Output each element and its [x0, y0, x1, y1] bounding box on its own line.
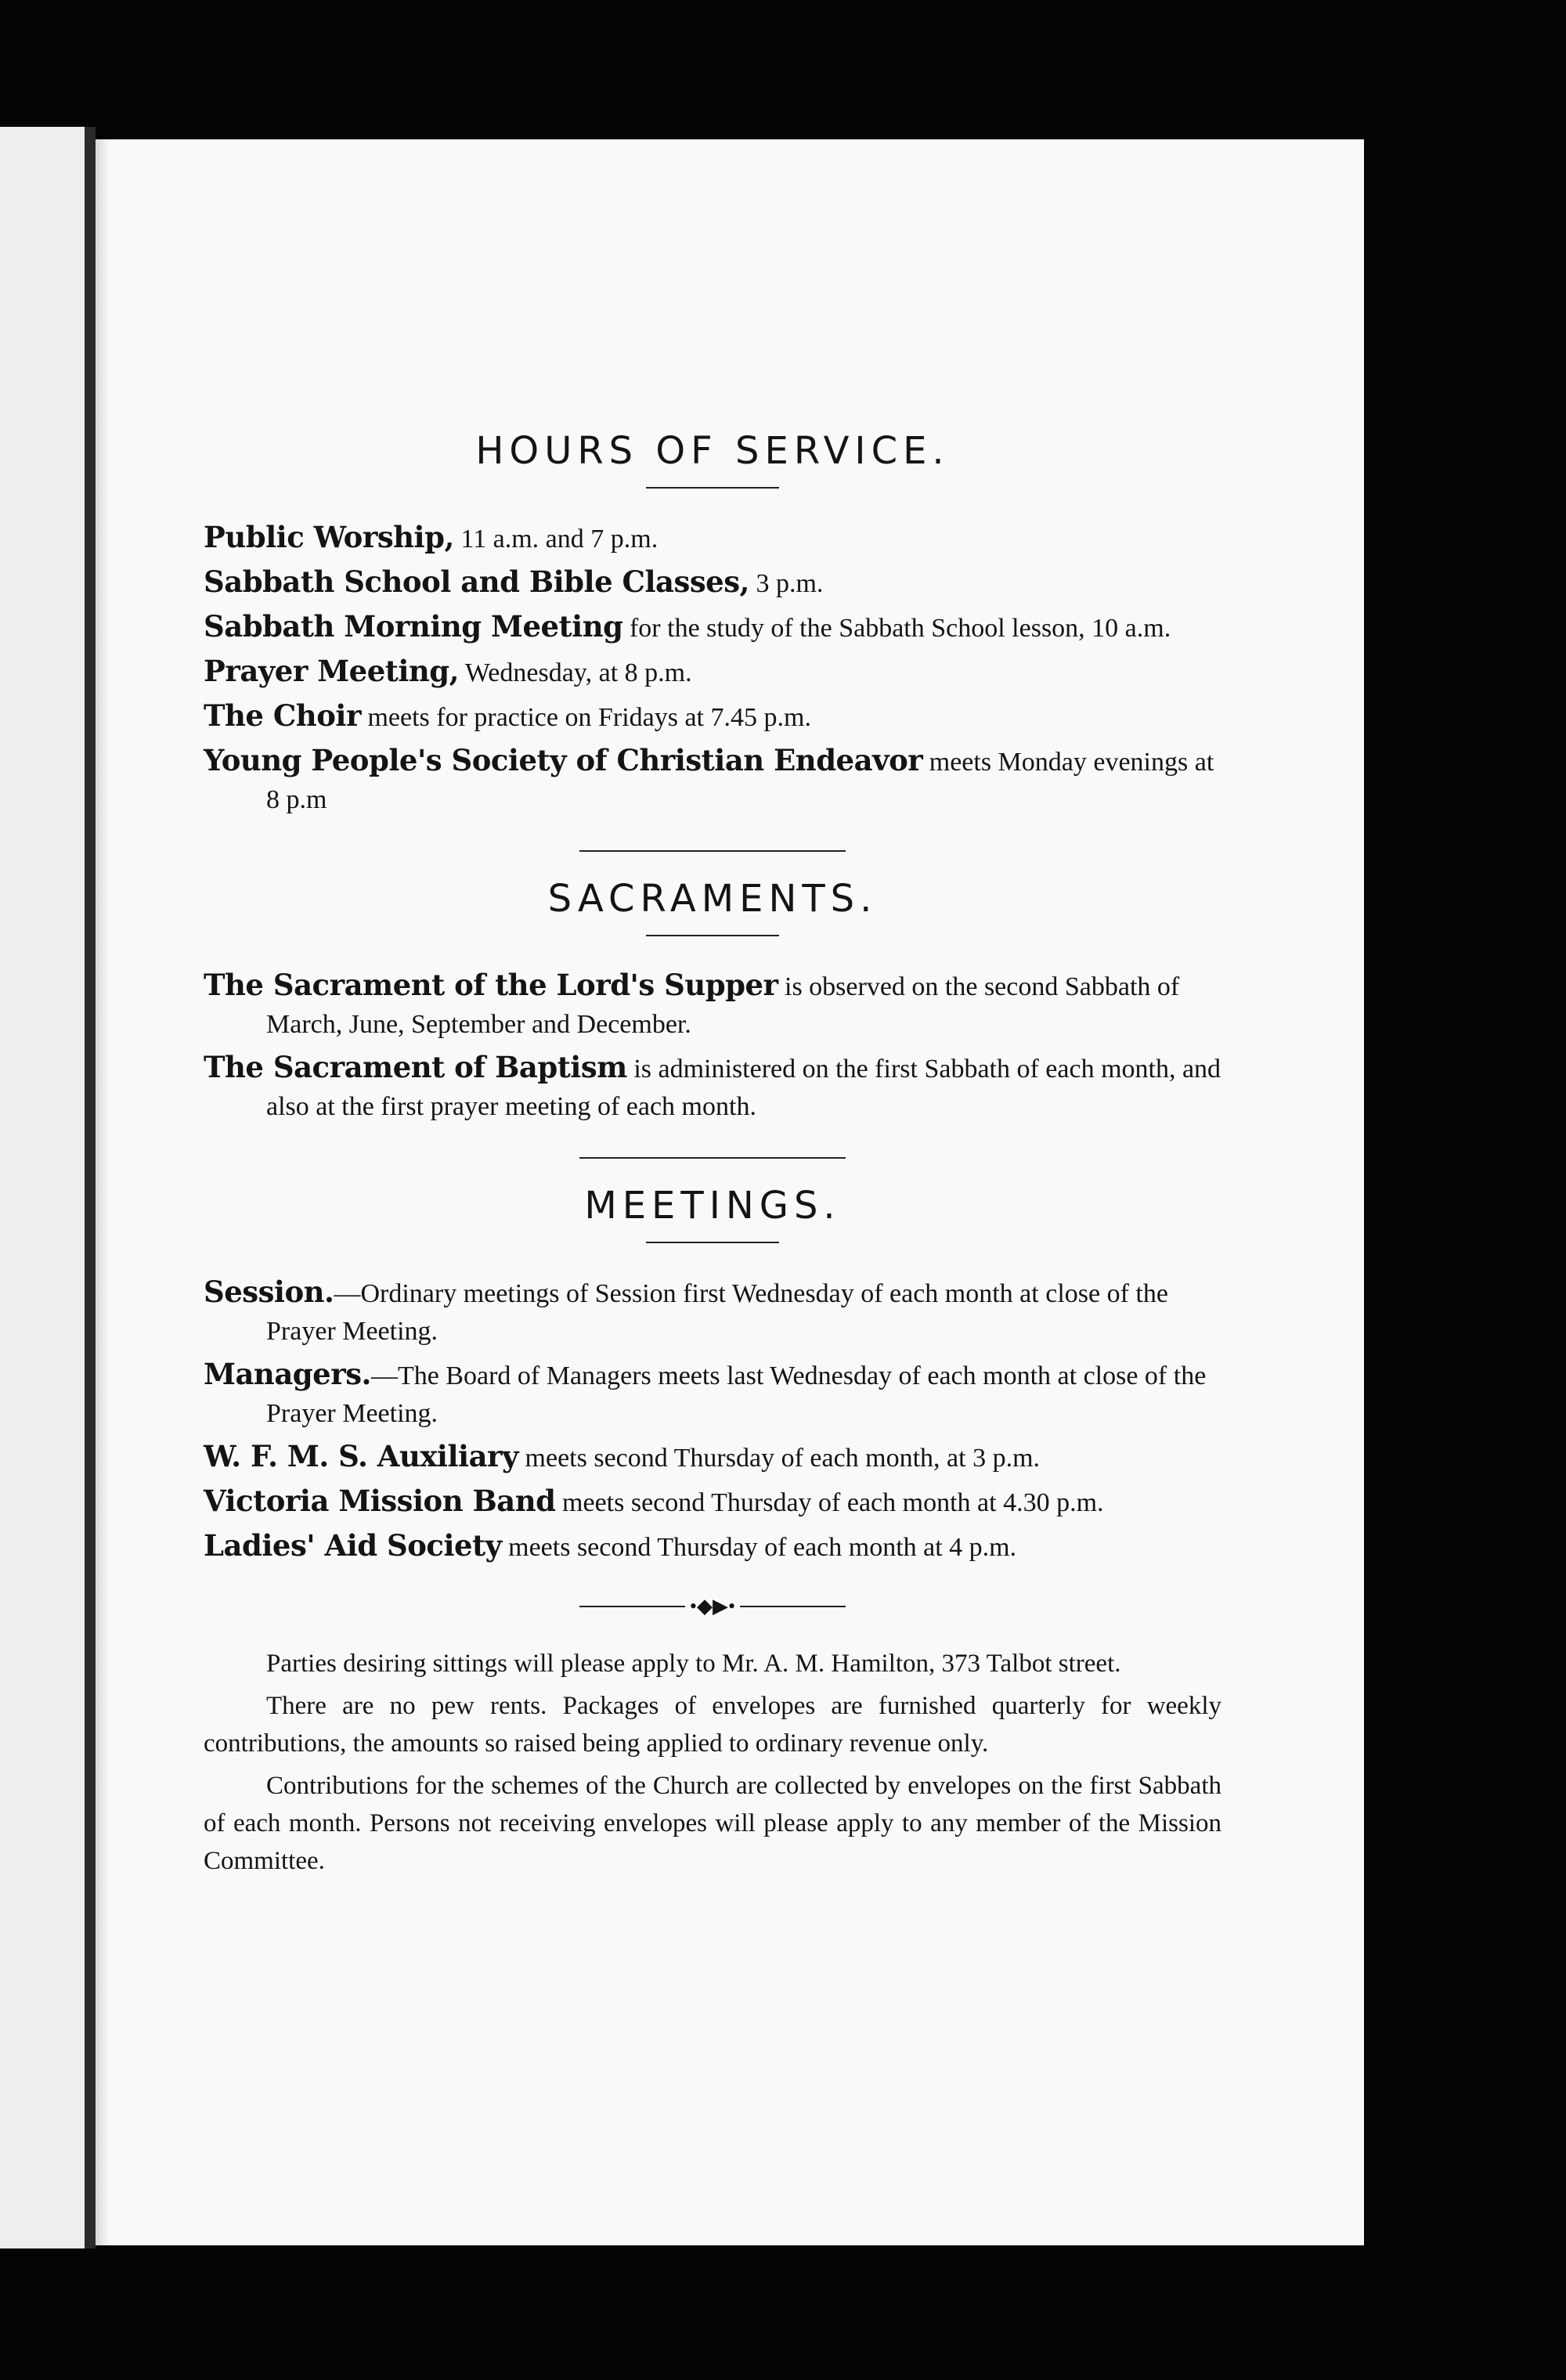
entry-text: is observed on the second Sabbath of March, June, September and December.: [266, 972, 1180, 1039]
service-entry: [204, 518, 1221, 558]
notes: [204, 1645, 1221, 1880]
meetings-heading: MEETINGS.: [584, 1184, 841, 1228]
entry-term: Sabbath School and Bible Classes,: [204, 564, 749, 599]
sacrament-entry: [204, 1048, 1221, 1126]
note-paragraph: Parties desiring sittings will please apply to Mr. A. M. Hamilton, 373 Talbot street.: [266, 1650, 1121, 1678]
entry-text: meets for practice on Fridays at 7.45 p.m.: [360, 703, 811, 732]
heading-rule: [646, 935, 779, 936]
meeting-entry: [204, 1437, 1221, 1477]
entry-term: Public Worship,: [204, 520, 454, 554]
meeting-entry: [204, 1527, 1221, 1567]
facing-page-edge: [0, 127, 85, 2248]
entry-term: Victoria Mission Band: [204, 1484, 556, 1518]
service-entry: [204, 652, 1221, 692]
sacrament-entry: [204, 966, 1221, 1044]
entry-term: The Sacrament of Baptism: [204, 1050, 627, 1084]
heading-rule: [646, 1242, 779, 1243]
ornamental-divider: [579, 1595, 846, 1618]
service-entry: [204, 563, 1221, 603]
entry-term: Session.: [204, 1275, 334, 1309]
meeting-entry: [204, 1355, 1221, 1433]
section-divider: [579, 850, 846, 852]
service-entry: [204, 741, 1221, 819]
meetings-list: [204, 1273, 1221, 1567]
ornament-line-left: [579, 1606, 685, 1607]
note-paragraph: There are no pew rents. Packages of envelopes are furnished quarterly for weekly contributions, the amounts so raised being applied to ordinary revenue only.: [204, 1692, 1221, 1758]
entry-term: Sabbath Morning Meeting: [204, 609, 623, 644]
entry-text: —The Board of Managers meets last Wednesday of each month at close of the Prayer Meeting.: [266, 1361, 1207, 1428]
hours-of-service-list: [204, 518, 1221, 819]
entry-term: Prayer Meeting,: [204, 654, 460, 688]
entry-text: is administered on the first Sabbath of each month, and also at the first prayer meeting of each month.: [266, 1055, 1221, 1121]
service-entry: [204, 608, 1221, 647]
entry-text: —Ordinary meetings of Session first Wednesday of each month at close of the Prayer Meeting.: [266, 1279, 1168, 1346]
ornament-line-right: [740, 1606, 846, 1607]
meeting-entry: [204, 1482, 1221, 1522]
entry-text: 11 a.m. and 7 p.m.: [453, 525, 659, 554]
entry-term: Young People's Society of Christian Endeavor: [204, 743, 923, 777]
entry-term: Managers.: [204, 1357, 371, 1391]
entry-term: The Sacrament of the Lord's Supper: [204, 968, 778, 1002]
entry-text: 3 p.m.: [749, 569, 824, 598]
sacraments-list: [204, 966, 1221, 1126]
entry-text: meets second Thursday of each month, at 3 p.m.: [518, 1444, 1041, 1473]
page-content: [204, 423, 1221, 1884]
entry-term: The Choir: [204, 698, 361, 733]
sacraments-heading: SACRAMENTS.: [547, 877, 878, 921]
meeting-entry: [204, 1273, 1221, 1350]
section-divider: [579, 1157, 846, 1159]
ornament-icon: •◆▶•: [689, 1595, 736, 1617]
heading-rule: [646, 487, 779, 489]
hours-of-service-heading: HOURS OF SERVICE.: [475, 429, 950, 473]
page-shadow: [96, 139, 110, 2245]
service-entry: [204, 697, 1221, 737]
entry-term: W. F. M. S. Auxiliary: [204, 1439, 519, 1473]
book-gutter: [85, 127, 96, 2248]
entry-text: meets second Thursday of each month at 4.30 p.m.: [555, 1488, 1104, 1517]
entry-text: for the study of the Sabbath School lesson, 10 a.m.: [622, 614, 1171, 643]
entry-text: meets Monday evenings at 8 p.m: [266, 748, 1214, 814]
note-paragraph: Contributions for the schemes of the Church are collected by envelopes on the first Sabbath of each month. Persons not receiving envelopes will please apply to any member of the Mission Committee.: [204, 1772, 1221, 1875]
entry-text: meets second Thursday of each month at 4 p.m.: [501, 1533, 1017, 1562]
entry-text: Wednesday, at 8 p.m.: [459, 658, 692, 687]
entry-term: Ladies' Aid Society: [204, 1528, 502, 1563]
